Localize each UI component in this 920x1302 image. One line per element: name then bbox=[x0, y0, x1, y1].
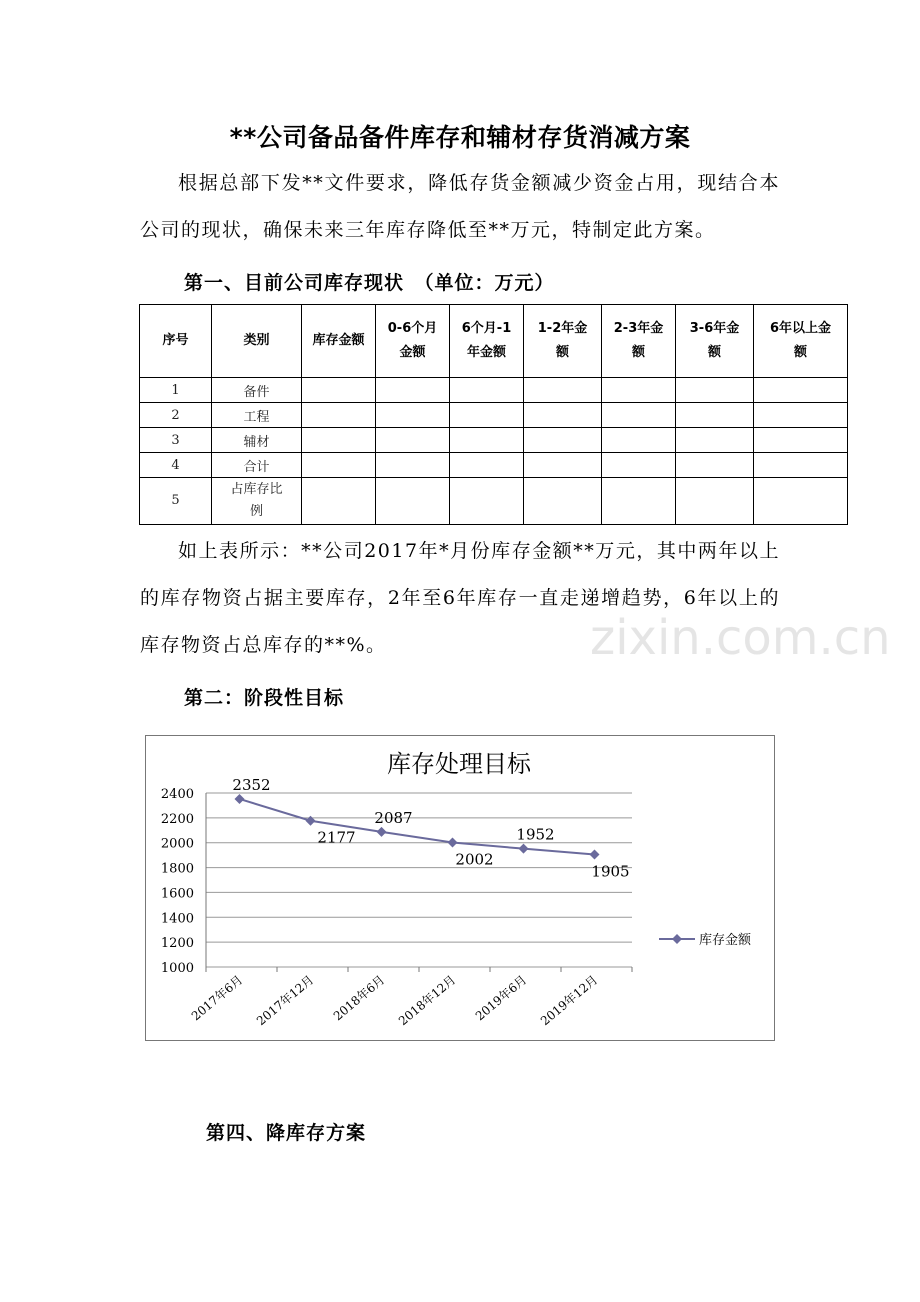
row-category: 工程 bbox=[212, 403, 302, 428]
value-cell bbox=[302, 428, 376, 453]
value-cell bbox=[524, 378, 602, 403]
value-cell bbox=[376, 403, 450, 428]
y-tick-label: 2400 bbox=[160, 787, 194, 802]
header-cell: 序号 bbox=[140, 305, 212, 378]
y-tick-label: 1200 bbox=[160, 936, 194, 952]
value-cell bbox=[450, 403, 524, 428]
value-cell bbox=[376, 478, 450, 525]
x-tick-label: 2018年12月 bbox=[395, 972, 459, 1029]
legend-marker bbox=[672, 934, 682, 944]
legend-label: 库存金额 bbox=[699, 933, 752, 948]
value-cell bbox=[376, 453, 450, 478]
table-row bbox=[140, 453, 848, 478]
value-cell bbox=[754, 428, 848, 453]
header-cell: 3-6年金额 bbox=[676, 305, 754, 378]
value-cell bbox=[754, 453, 848, 478]
value-cell bbox=[602, 478, 676, 525]
value-cell bbox=[676, 453, 754, 478]
row-category: 辅材 bbox=[212, 428, 302, 453]
value-cell bbox=[754, 403, 848, 428]
table-row bbox=[140, 378, 848, 403]
header-cell: 1-2年金额 bbox=[524, 305, 602, 378]
x-tick-label: 2018年6月 bbox=[330, 972, 388, 1024]
data-label: 2177 bbox=[317, 828, 356, 847]
value-cell bbox=[450, 378, 524, 403]
watermark: zixin.com.cn bbox=[590, 610, 891, 666]
value-cell bbox=[602, 378, 676, 403]
y-tick-label: 2200 bbox=[160, 811, 194, 827]
chart-title: 库存处理目标 bbox=[387, 750, 531, 778]
row-number: 4 bbox=[140, 453, 212, 478]
inventory-target-chart bbox=[146, 736, 774, 1040]
data-label: 2352 bbox=[232, 775, 271, 794]
value-cell bbox=[524, 453, 602, 478]
value-cell bbox=[376, 378, 450, 403]
row-category: 占库存比例 bbox=[212, 478, 302, 525]
value-cell bbox=[754, 478, 848, 525]
value-cell bbox=[450, 478, 524, 525]
value-cell bbox=[524, 428, 602, 453]
row-number: 3 bbox=[140, 428, 212, 453]
row-number: 1 bbox=[140, 378, 212, 403]
value-cell bbox=[602, 428, 676, 453]
y-tick-label: 1800 bbox=[160, 861, 194, 877]
analysis-paragraph: 如上表所示：**公司2017年*月份库存金额**万元，其中两年以上的库存物资占据主要库存，2年至6年库存一直走递增趋势，6年以上的库存物资占总库存的**%。 bbox=[140, 540, 780, 656]
data-point-marker bbox=[590, 850, 600, 860]
data-point-marker bbox=[519, 844, 529, 854]
data-point-marker bbox=[235, 794, 245, 804]
value-cell bbox=[754, 378, 848, 403]
data-label: 2002 bbox=[455, 850, 494, 869]
row-number: 2 bbox=[140, 403, 212, 428]
y-tick-label: 1400 bbox=[160, 911, 194, 927]
value-cell bbox=[676, 403, 754, 428]
table-row bbox=[140, 428, 848, 453]
value-cell bbox=[450, 428, 524, 453]
table-row bbox=[140, 403, 848, 428]
value-cell bbox=[676, 478, 754, 525]
header-cell: 6年以上金额 bbox=[754, 305, 848, 378]
header-cell: 0-6个月金额 bbox=[376, 305, 450, 378]
value-cell bbox=[676, 428, 754, 453]
x-tick-label: 2019年6月 bbox=[472, 972, 530, 1024]
header-cell: 6个月-1年金额 bbox=[450, 305, 524, 378]
y-tick-label: 1000 bbox=[160, 961, 194, 976]
section1-heading: 第一、目前公司库存现状 （单位：万元） bbox=[184, 272, 555, 294]
header-cell: 2-3年金额 bbox=[602, 305, 676, 378]
data-label: 1952 bbox=[516, 825, 555, 844]
section4-heading: 第四、降库存方案 bbox=[206, 1122, 367, 1144]
row-number: 5 bbox=[140, 478, 212, 525]
x-tick-label: 2017年12月 bbox=[253, 972, 317, 1029]
value-cell bbox=[302, 478, 376, 525]
value-cell bbox=[676, 378, 754, 403]
data-label: 2087 bbox=[374, 808, 413, 827]
table-header-row bbox=[140, 305, 848, 378]
inventory-table bbox=[139, 304, 848, 525]
header-cell: 库存金额 bbox=[302, 305, 376, 378]
value-cell bbox=[602, 453, 676, 478]
section2-heading: 第二：阶段性目标 bbox=[184, 687, 345, 709]
x-tick-label: 2019年12月 bbox=[537, 972, 601, 1029]
row-category: 合计 bbox=[212, 453, 302, 478]
data-point-marker bbox=[306, 816, 316, 826]
intro-paragraph: 根据总部下发**文件要求，降低存货金额减少资金占用，现结合本公司的现状，确保未来三年库存降低至**万元，特制定此方案。 bbox=[140, 172, 780, 241]
value-cell bbox=[302, 378, 376, 403]
row-category: 备件 bbox=[212, 378, 302, 403]
value-cell bbox=[602, 403, 676, 428]
chart-container bbox=[145, 735, 775, 1041]
value-cell bbox=[450, 453, 524, 478]
value-cell bbox=[524, 403, 602, 428]
y-tick-label: 1600 bbox=[160, 886, 194, 902]
data-point-marker bbox=[377, 827, 387, 837]
value-cell bbox=[524, 478, 602, 525]
table-row bbox=[140, 478, 848, 525]
value-cell bbox=[302, 453, 376, 478]
data-point-marker bbox=[448, 837, 458, 847]
data-label: 1905 bbox=[591, 862, 630, 881]
value-cell bbox=[302, 403, 376, 428]
header-cell: 类别 bbox=[212, 305, 302, 378]
y-tick-label: 2000 bbox=[160, 836, 194, 852]
x-tick-label: 2017年6月 bbox=[188, 972, 246, 1024]
document-title: **公司备品备件库存和辅材存货消减方案 bbox=[229, 123, 691, 152]
value-cell bbox=[376, 428, 450, 453]
